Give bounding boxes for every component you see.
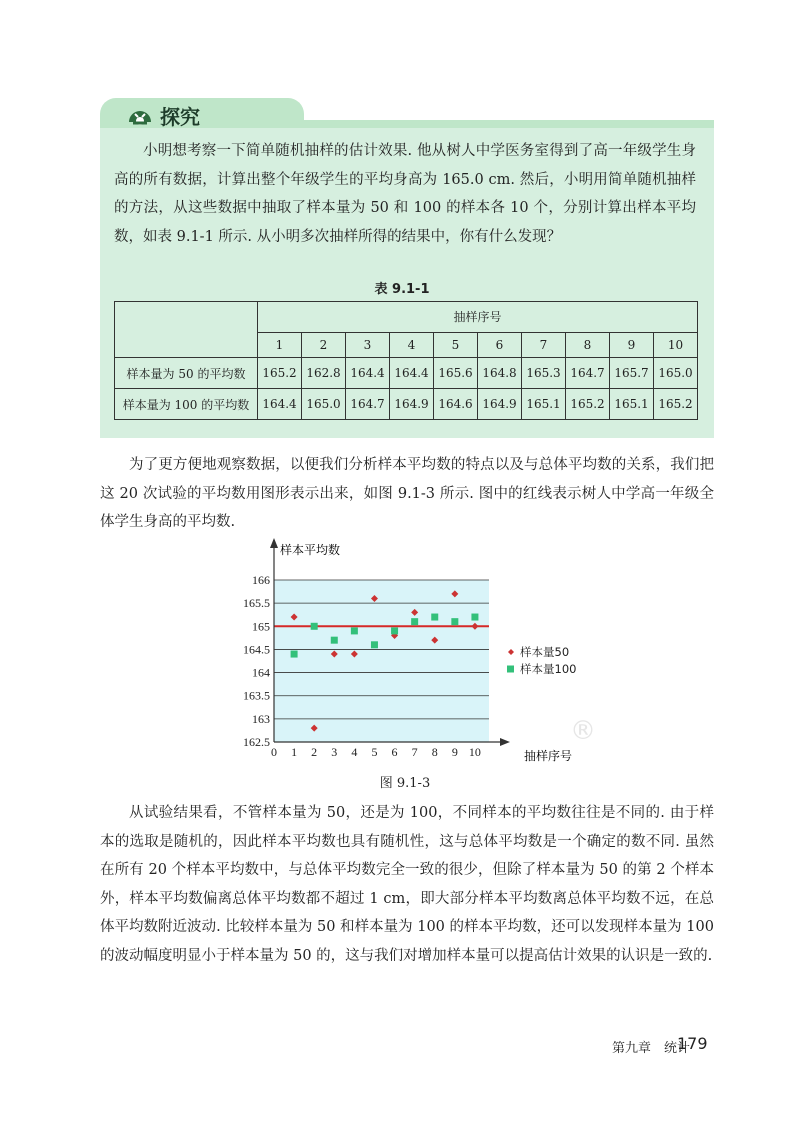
figure-caption: 图 9.1-3 (379, 776, 431, 791)
table-cell: 165.2 (654, 389, 698, 420)
table-cell: 164.7 (566, 358, 610, 389)
table-group-header: 抽样序号 (258, 302, 698, 333)
table-cell: 164.4 (390, 358, 434, 389)
data-point-sample100 (451, 618, 458, 625)
data-point-sample100 (411, 618, 418, 625)
x-tick-label: 0 (271, 745, 277, 759)
y-tick-label: 165.5 (243, 596, 270, 611)
table-caption: 表 9.1-1 (374, 282, 430, 297)
y-tick-label: 164 (252, 665, 270, 680)
y-tick-label: 164.5 (243, 642, 270, 657)
legend-label: 样本量50 (520, 645, 570, 659)
table-cell: 165.7 (610, 358, 654, 389)
data-point-sample100 (291, 651, 298, 658)
data-point-sample100 (391, 627, 398, 634)
explore-icon (126, 102, 154, 126)
table-cell: 165.0 (302, 389, 346, 420)
watermark-mark: ® (570, 716, 596, 746)
table-column-header: 3 (346, 332, 390, 358)
table-cell: 164.9 (478, 389, 522, 420)
table-corner-cell (115, 302, 258, 358)
table-cell: 164.4 (346, 358, 390, 389)
table-cell: 164.9 (390, 389, 434, 420)
x-axis-label: 抽样序号 (524, 749, 573, 763)
table-column-header: 5 (434, 332, 478, 358)
table-row-label: 样本量为 50 的平均数 (115, 358, 258, 389)
table-column-header: 1 (258, 332, 302, 358)
x-tick-label: 9 (451, 745, 458, 759)
data-point-sample100 (431, 614, 438, 621)
table-cell: 165.2 (258, 358, 302, 389)
explore-title: 探究 (160, 105, 200, 129)
table-row-label: 样本量为 100 的平均数 (115, 389, 258, 420)
footer-chapter: 第九章 统计 (612, 1041, 691, 1056)
data-point-sample100 (371, 641, 378, 648)
y-tick-label: 162.5 (243, 735, 270, 749)
table-column-header: 4 (390, 332, 434, 358)
x-tick-label: 10 (468, 745, 481, 759)
table-row (115, 358, 698, 389)
legend-marker-sample100 (507, 666, 514, 673)
y-tick-label: 165 (252, 619, 270, 634)
intro-paragraph: 为了更方便地观察数据，以便我们分析样本平均数的特点以及与总体平均数的关系，我们把这 20 次试验的平均数用图形表示出来，如图 9.1-3 所示. 图中的红线表示树人中学高一年级全体学生身高的平均数. (100, 457, 714, 530)
data-table (114, 301, 698, 420)
y-axis-arrow (270, 538, 278, 548)
table-cell: 165.3 (522, 358, 566, 389)
table-cell: 165.0 (654, 358, 698, 389)
table-cell: 164.6 (434, 389, 478, 420)
plot-background (274, 580, 489, 742)
legend-label: 样本量100 (520, 662, 577, 676)
table-column-header: 9 (610, 332, 654, 358)
table-column-header: 2 (302, 332, 346, 358)
x-tick-label: 7 (411, 745, 418, 759)
table-column-header: 6 (478, 332, 522, 358)
table-header-row (115, 302, 698, 333)
data-point-sample100 (331, 637, 338, 644)
x-axis-arrow (500, 738, 510, 746)
data-point-sample100 (351, 627, 358, 634)
table-cell: 165.1 (610, 389, 654, 420)
x-tick-label: 6 (391, 745, 398, 759)
x-tick-label: 1 (291, 745, 298, 759)
page-number: 179 (677, 1034, 708, 1053)
x-tick-label: 4 (351, 745, 358, 759)
x-tick-label: 5 (371, 745, 378, 759)
y-axis-label: 样本平均数 (280, 543, 341, 557)
x-tick-label: 3 (331, 745, 338, 759)
x-tick-label: 8 (431, 745, 438, 759)
y-tick-label: 163 (252, 711, 270, 726)
table-cell: 164.8 (478, 358, 522, 389)
y-tick-label: 166 (252, 573, 270, 587)
data-point-sample100 (471, 614, 478, 621)
table-cell: 164.7 (346, 389, 390, 420)
conclusion-paragraph: 从试验结果看，不管样本量为 50，还是为 100，不同样本的平均数往往是不同的. 由于样本的选取是随机的，因此样本平均数也具有随机性，这与总体平均数是一个确定的数不同. 虽然在所有 20 个样本平均数中，与总体平均数完全一致的很少，但除了样本量为 50 的第 2 个样本外，样本平均数偏离总体平均数都不超过 1 cm，即大部分样本平均数离总体平均数不远，在总体平均数附近波动. 比较样本量为 50 和样本量为 100 的样本平均数，还可以发现样本量为 100 的波动幅度明显小于样本量为 50 的，这与我们对增加样本量可以提高估计效果的认识是一致的. (100, 805, 714, 964)
explore-paragraph: 小明想考察一下简单随机抽样的估计效果. 他从树人中学医务室得到了高一年级学生身高的所有数据，计算出整个年级学生的平均身高为 165.0 cm. 然后，小明用简单随机抽样的方法，从这些数据中抽取了样本量为 50 和 100 的样本各 10 个，分别计算出样本平均数，如表 9.1-1 所示. 从小明多次抽样所得的结果中，你有什么发现？ (114, 143, 696, 245)
table-cell: 164.4 (258, 389, 302, 420)
table-column-header: 10 (654, 332, 698, 358)
y-tick-label: 163.5 (243, 688, 270, 703)
scatter-chart (234, 534, 594, 766)
table-row (115, 389, 698, 420)
chart-legend (507, 645, 576, 676)
table-cell: 165.2 (566, 389, 610, 420)
x-tick-label: 2 (311, 745, 318, 759)
table-column-header: 7 (522, 332, 566, 358)
table-column-header: 8 (566, 332, 610, 358)
table-cell: 162.8 (302, 358, 346, 389)
table-cell: 165.1 (522, 389, 566, 420)
data-point-sample100 (311, 623, 318, 630)
table-cell: 165.6 (434, 358, 478, 389)
legend-marker-sample50 (508, 649, 514, 655)
